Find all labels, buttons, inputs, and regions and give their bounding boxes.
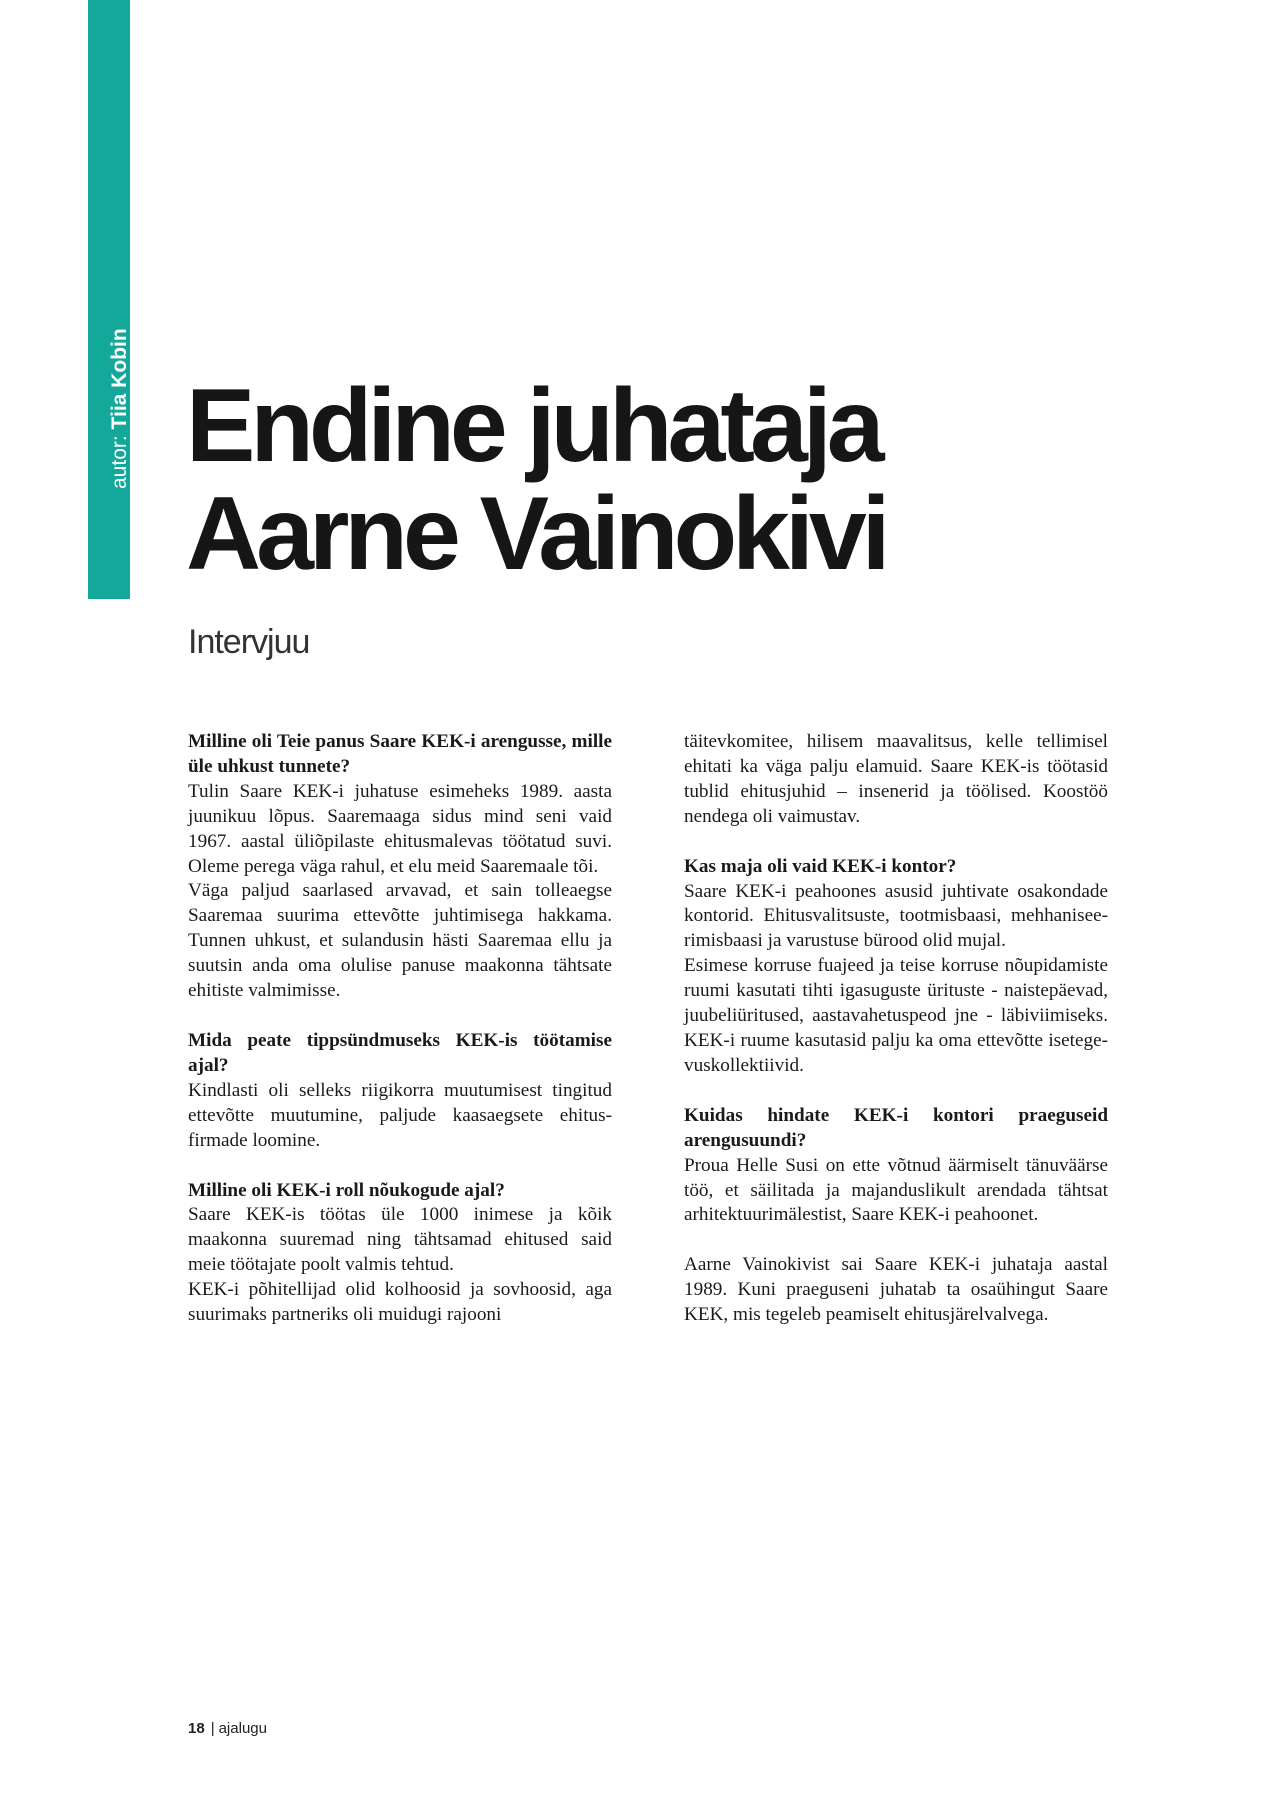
answer-1-paragraph-1: Tulin Saare KEK-i juhatuse esimeheks 1989. aasta juunikuu lõpus. Saaremaaga sidus mind seni vaid 1967. aastal üliõpilaste ehitusmalevas töötatud suvi. Oleme perega väga rahul, et elu meid Saaremaale tõi. — [188, 780, 612, 877]
author-name: Tiia Kobin — [108, 328, 131, 430]
footer-separator: | — [210, 1720, 215, 1737]
section-name: ajalugu — [218, 1720, 267, 1737]
author-credit — [109, 328, 130, 489]
page-footer — [188, 1720, 267, 1737]
article-subtitle: Intervjuu — [188, 623, 310, 661]
left-column — [188, 730, 612, 1328]
title-line-2: Aarne Vainokivi — [186, 476, 886, 592]
page-number: 18 — [188, 1720, 205, 1737]
title-line-1: Endine juhataja — [186, 368, 880, 484]
question-1: Milline oli Teie panus Saare KEK-i arengusse, mille üle uhkust tunnete? — [188, 731, 612, 777]
answer-4-paragraph-2: Esimese korruse fuajeed ja teise korruse nõupidamiste ruumi kasutati tihti igasuguste ürituste - naistepäevad, juubeliüritused, aastavahetuspeod jne - läbiviimiseks. KEK-i ruume kasutasid palju ka oma ettevõtte isetegevuskollektiivid. — [684, 955, 1108, 1076]
article-title — [186, 368, 886, 592]
answer-3-paragraph-2: KEK-i põhitellijad olid kolhoosid ja sovhoosid, aga suurimaks partneriks oli muidugi rajooni — [188, 1279, 612, 1326]
right-column — [684, 730, 1108, 1328]
answer-3-paragraph-1: Saare KEK-is töötas üle 1000 inimese ja kõik maakonna suuremad ning tähtsamad ehitused said meie töötajate poolt valmis tehtud. — [188, 1204, 612, 1276]
answer-4-paragraph-1: Saare KEK-i peahoones asusid juhtivate osakondade kontorid. Ehitusvalitsuste, tootmisbaasi, mehhaniseerimisbaasi ja varustuse bürood olid mujal. — [684, 880, 1108, 952]
answer-3-continued: täitevkomitee, hilisem maavalitsus, kelle tellimisel ehitati ka väga palju elamuid. Saare KEK-is töötasid tublid ehitusjuhid – insenerid ja töölised. Koostöö nendega oli vaimustav. — [684, 731, 1108, 827]
question-2: Mida peate tippsündmuseks KEK-is töötamise ajal? — [188, 1029, 612, 1076]
question-5: Kuidas hindate KEK-i kontori praeguseid arengusuundi? — [684, 1104, 1108, 1151]
answer-2: Kindlasti oli selleks riigikorra muutumisest tingitud ettevõtte muutumine, paljude kaasaegsete ehitusfirmade loomine. — [188, 1079, 612, 1151]
question-4: Kas maja oli vaid KEK-i kontor? — [684, 855, 957, 877]
answer-1-paragraph-2: Väga paljud saarlased arvavad, et sain tolleaegse Saaremaa suurima ettevõtte juhtimisega hakkama. Tunnen uhkust, et sulandusin hästi Saaremaa ellu ja suutsin anda oma olulise panuse maakonna tähtsate ehitiste valmimisse. — [188, 880, 612, 1002]
answer-5: Proua Helle Susi on ette võtnud äärmiselt tänuväärse töö, et säilitada ja majanduslikult arendada tähtsat arhitektuurimälestist, Saare KEK-i peahoonet. — [684, 1154, 1108, 1226]
author-label: autor: — [108, 435, 131, 489]
question-3: Milline oli KEK-i roll nõukogude ajal? — [188, 1179, 505, 1201]
author-bio: Aarne Vainokivist sai Saare KEK-i juhataja aastal 1989. Kuni praeguseni juhatab ta osaühingut Saare KEK, mis tegeleb peamiselt ehitusjärelvalvega. — [684, 1254, 1108, 1326]
author-band — [88, 0, 130, 599]
